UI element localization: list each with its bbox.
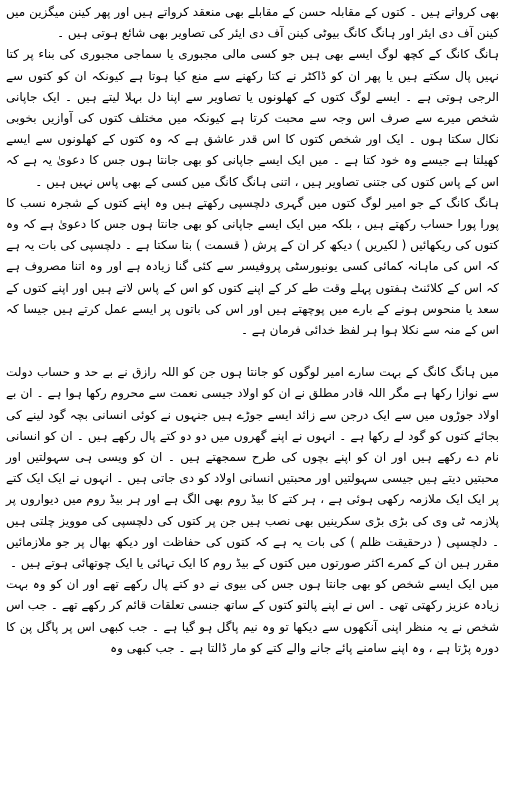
paragraph-3: ہانگ کانگ کے جو امیر لوگ کتوں میں گہری دلچسپی رکھتے ہیں وہ اپنے کتوں کے شجرہ نسب کا پورا پورا حساب رکھتے ہیں ، بلکہ میں ایک ایسے جاپانی کو بھی جانتا ہوں جس کا دعویٰ ہے کہ وہ کتوں کی ریکھائیں ( لکیریں ) دیکھ کر ان کے پرش ( قسمت ) بتا سکتا ہے ۔ دلچسپی کی بات یہ ہے کہ اس کی ماہانہ کمائی کسی یونیورسٹی پروفیسر سے کئی گنا زیادہ ہے اور وہ اتنا مصروف ہے کہ اس کے کلائنٹ ہفتوں پہلے وقت طے کر کے اپنے کتوں کو اس کے پاس لاتے ہیں اور اپنے کتوں کے سعد یا منحوس ہونے کے بارے میں پوچھتے ہیں اور اس کی باتوں پر ایسے عمل کرتے ہیں جیسا کہ اس کے منہ سے نکلا ہوا ہر لفظ خدائی فرمان ہے ۔: [6, 195, 499, 338]
paragraph-5: میں ایک ایسے شخص کو بھی جانتا ہوں جس کی بیوی نے دو کتے پال رکھے تھے اور ان کو وہ بہت زیادہ عزیز رکھتی تھی ۔ اس نے اپنے پالتو کتوں کے ساتھ جنسی تعلقات قائم کر رکھے تھے ۔ جب اس شخص نے یہ منظر اپنی آنکھوں سے دیکھا تو وہ نیم پاگل ہو گیا ہے ۔ جب کبھی اس پر پاگل پن کا دورہ پڑتا ہے ، وہ اپنے سامنے پائے جانے والے کتے کو مار ڈالتا ہے ۔ جب کبھی وہ: [6, 577, 500, 655]
paragraph-2: ہانگ کانگ کے کچھ لوگ ایسے بھی ہیں جو کسی مالی مجبوری یا سماجی مجبوری کی بناء پر کتا نہیں پال سکتے ہیں یا پھر ان کو ڈاکٹر نے کتا رکھنے سے منع کیا ہوتا ہے کیونکہ ان کو کتوں سے الرجی ہوتی ہے ۔ ایسے لوگ کتوں کے کھلونوں یا تصاویر سے اپنا دل بہلا لیتے ہیں ۔ ایک جاپانی شخص میرے سے صرف اس وجہ سے محبت کرتا ہے کیونکہ میں مختلف کتوں کی آوازیں بخوبی نکال سکتا ہوں ۔ ایک اور شخص کتوں کا اس قدر عاشق ہے کہ وہ کتوں کے کھلونوں سے ایسے کھیلتا ہے جیسے وہ خود کتا ہے ۔ میں ایک ایسے جاپانی کو بھی جانتا ہوں جس کا دعویٰ یہ ہے کہ اس کے پاس کتوں کی جتنی تصاویر ہیں ، اتنی ہانگ کانگ میں کسی کے بھی پاس نہیں ہیں ۔: [6, 47, 499, 189]
paragraph-4: میں ہانگ کانگ کے بہت سارے امیر لوگوں کو جانتا ہوں جن کو اللہ رازق نے بے حد و حساب دولت سے نوازا رکھا ہے مگر اللہ قادر مطلق نے ان کو اولاد جیسی نعمت سے محروم رکھا ہوا ہے ۔ ان بے اولاد جوڑوں میں سے ایک درجن سے زائد ایسے جوڑے ہیں جنہوں نے کوئی انسانی بچہ گود لینے کی بجائے کتوں کو گود لے رکھا ہے ۔ انہوں نے اپنے گھروں میں دو دو کتے پال رکھے ہیں ۔ ان کو انسانی نام دے رکھے ہیں اور ان کو اپنے بچوں کی طرح سمجھتے ہیں ۔ ان کو ویسی ہی سہولتیں اور محبتیں دیتے ہیں جیسی سہولتیں اور محبتیں انسانی اولاد کو دی جاتی ہیں ۔ انہوں نے ایک ایک کتے پر ایک ایک ملازمہ رکھی ہوئی ہے ، ہر کتے کا بیڈ روم بھی الگ ہے اور ہر بیڈ روم میں دیواروں پر پلازمہ ٹی وی کی بڑی بڑی سکرینیں بھی نصب ہیں جن پر کتوں کی دلچسپی کی موویز چلتی ہیں ۔ دلچسپی ( درحقیقت ظلم ) کی بات یہ ہے کہ کتوں کی حفاظت اور دیکھ بھال پر جو ملازمائیں مقرر ہیں ان کے کمرے اکثر صورتوں میں کتوں کے بیڈ روم کا ایک تہائی یا ایک چوتھائی ہوتے ہیں ۔: [6, 365, 499, 571]
paragraph-gap: [6, 341, 499, 362]
paragraph-1: بھی کرواتے ہیں ۔ کتوں کے مقابلہ حسن کے مقابلے بھی منعقد کرواتے ہیں اور پھر کینن میگزین میں کینن آف دی ایئر اور ہانگ کانگ بیوٹی کینن آف دی ایئر کی تصاویر بھی شائع ہوتی ہیں ۔: [6, 5, 499, 41]
